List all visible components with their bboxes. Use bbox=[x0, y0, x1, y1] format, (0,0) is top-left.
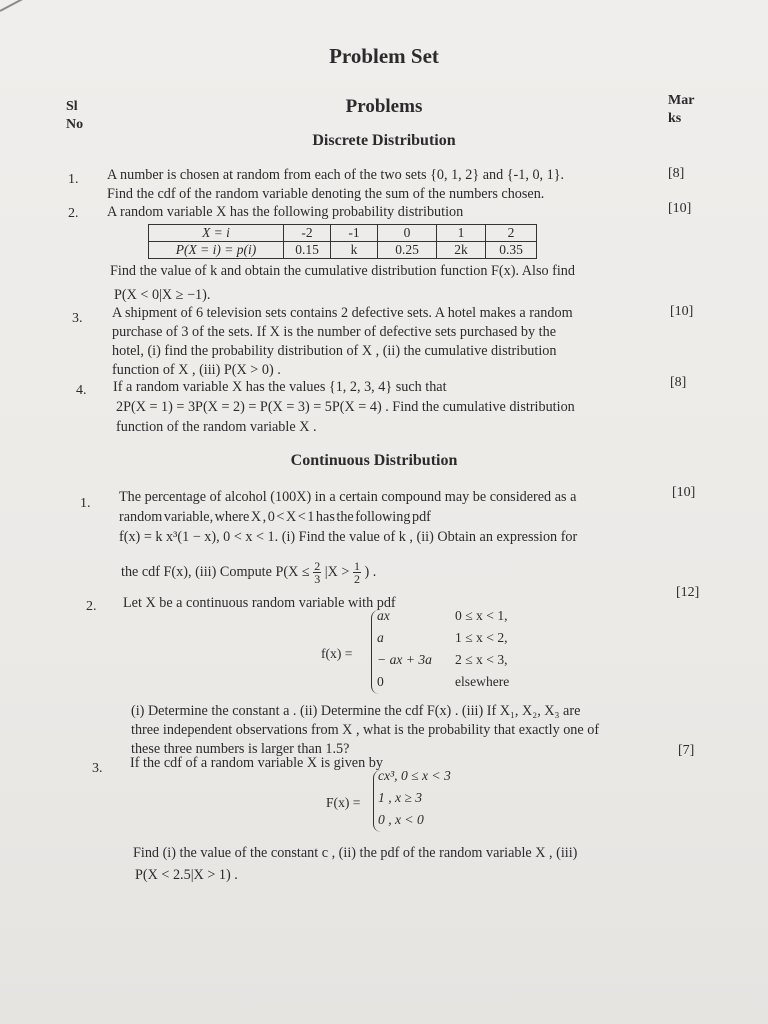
no-label: No bbox=[66, 117, 84, 132]
case-condition: 0 ≤ x < 1, bbox=[455, 608, 508, 623]
piecewise-cases bbox=[378, 765, 451, 831]
table-cell: 0.35 bbox=[486, 242, 537, 259]
case-expression: 0 bbox=[377, 674, 384, 689]
fraction-denominator: 3 bbox=[314, 572, 321, 587]
fraction-numerator: 1 bbox=[353, 559, 360, 574]
case-condition: elsewhere bbox=[455, 674, 510, 689]
text-fragment: the cdf F(x), (iii) Compute P(X ≤ bbox=[121, 564, 310, 580]
marks-value: [12] bbox=[676, 585, 700, 600]
case-expression: 1 , x ≥ 3 bbox=[378, 790, 423, 805]
text-fragment: ) . bbox=[364, 564, 377, 580]
question-text bbox=[112, 304, 573, 380]
text-line: P(X < 2.5|X > 1) . bbox=[135, 867, 238, 883]
marks-value: [10] bbox=[668, 201, 692, 216]
section-heading-continuous: Continuous Distribution bbox=[290, 452, 458, 469]
fraction bbox=[353, 560, 361, 585]
question-text bbox=[113, 377, 575, 437]
marks-label-part2: ks bbox=[668, 111, 682, 126]
marks-value: [8] bbox=[668, 166, 685, 181]
fraction bbox=[313, 560, 321, 585]
table-cell: 0.15 bbox=[284, 242, 331, 259]
question-text bbox=[131, 702, 599, 759]
text-line: (i) Determine the constant a . (ii) Determine the cdf F(x) . (iii) If X₁, X₂, X₃ are bbox=[131, 703, 581, 719]
table-row bbox=[149, 242, 537, 259]
question-text: Let X be a continuous random variable with pdf bbox=[123, 595, 396, 611]
cdf-function-label: F(x) = bbox=[326, 795, 361, 810]
table-cell: -2 bbox=[284, 225, 331, 242]
table-row bbox=[149, 225, 537, 242]
table-cell: 2k bbox=[437, 242, 486, 259]
section-heading-discrete: Discrete Distribution bbox=[312, 132, 456, 149]
question-number: 2. bbox=[86, 599, 97, 614]
column-header-marks bbox=[668, 92, 694, 128]
text-fragment: |X > bbox=[324, 564, 350, 580]
table-cell: 1 bbox=[437, 225, 486, 242]
sl-label: Sl bbox=[66, 99, 78, 114]
piecewise-cases bbox=[377, 605, 432, 693]
marks-value: [8] bbox=[670, 375, 687, 390]
fraction-denominator: 2 bbox=[353, 572, 360, 587]
piecewise-conditions bbox=[455, 605, 509, 693]
case-condition: 1 ≤ x < 2, bbox=[455, 630, 508, 645]
question-text: If the cdf of a random variable X is given by bbox=[130, 755, 383, 771]
case-expression: − ax + 3a bbox=[377, 652, 432, 667]
text-line: hotel, (i) find the probability distribution of X , (ii) the cumulative distribution bbox=[112, 343, 557, 359]
text-line: purchase of 3 of the sets. If X is the number of defective sets purchased by the bbox=[112, 324, 557, 340]
case-expression: cx³, 0 ≤ x < 3 bbox=[378, 768, 451, 783]
table-cell: 2 bbox=[486, 225, 537, 242]
text-line: A number is chosen at random from each of the two sets {0, 1, 2} and {-1, 0, 1}. bbox=[107, 167, 565, 183]
text-line: If a random variable X has the values {1, 2, 3, 4} such that bbox=[113, 379, 447, 395]
case-expression: 0 , x < 0 bbox=[378, 812, 424, 827]
text-line: function of X , (iii) P(X > 0) . bbox=[112, 362, 281, 378]
marks-value: [10] bbox=[670, 304, 694, 319]
text-line: function of the random variable X . bbox=[116, 419, 317, 435]
question-text: A random variable X has the following probability distribution bbox=[107, 204, 464, 220]
marks-label-part1: Mar bbox=[668, 93, 695, 108]
pdf-function-label: f(x) = bbox=[321, 646, 353, 661]
table-cell: k bbox=[331, 242, 378, 259]
text-line: f(x) = k x³(1 − x), 0 < x < 1. (i) Find the value of k , (ii) Obtain an expression for bbox=[119, 529, 578, 545]
table-cell: 0 bbox=[378, 225, 437, 242]
text-line: random variable, where X , 0 < X < 1 has the following pdf bbox=[119, 509, 431, 525]
page-title: Problem Set bbox=[329, 44, 439, 68]
text-line: The percentage of alcohol (100X) in a certain compound may be considered as a bbox=[119, 489, 577, 505]
question-number: 1. bbox=[68, 172, 79, 187]
question-text bbox=[119, 487, 577, 547]
question-number: 3. bbox=[72, 311, 83, 326]
marks-value: [10] bbox=[672, 485, 696, 500]
question-text-with-fraction bbox=[121, 556, 376, 588]
text-line: A shipment of 6 television sets contains 2 defective sets. A hotel makes a random bbox=[112, 305, 573, 321]
text-line: these three numbers is larger than 1.5? bbox=[131, 741, 350, 757]
question-number: 1. bbox=[80, 496, 91, 511]
paper-fold-mark bbox=[0, 0, 30, 12]
case-condition: 2 ≤ x < 3, bbox=[455, 652, 508, 667]
text-line: three independent observations from X , what is the probability that exactly one of bbox=[131, 722, 600, 738]
text-line: P(X < 0|X ≥ −1). bbox=[114, 287, 211, 303]
case-expression: a bbox=[377, 630, 384, 645]
table-cell: -1 bbox=[331, 225, 378, 242]
question-number: 2. bbox=[68, 206, 79, 221]
question-number: 4. bbox=[76, 383, 87, 398]
table-header-cell: P(X = i) = p(i) bbox=[149, 242, 284, 259]
table-cell: 0.25 bbox=[378, 242, 437, 259]
column-header-problems: Problems bbox=[345, 96, 423, 117]
text-line: 2P(X = 1) = 3P(X = 2) = P(X = 3) = 5P(X = 4) . Find the cumulative distribution bbox=[116, 399, 575, 415]
question-text bbox=[110, 259, 575, 307]
question-number: 3. bbox=[92, 761, 103, 776]
question-text bbox=[107, 166, 564, 203]
text-line: Find the value of k and obtain the cumulative distribution function F(x). Also find bbox=[110, 263, 575, 279]
table-header-cell: X = i bbox=[149, 225, 284, 242]
probability-distribution-table bbox=[148, 224, 537, 259]
text-line: Find the cdf of the random variable denoting the sum of the numbers chosen. bbox=[107, 185, 545, 202]
fraction-numerator: 2 bbox=[314, 559, 321, 574]
text-line: Find (i) the value of the constant c , (ii) the pdf of the random variable X , (iii) bbox=[133, 845, 578, 861]
question-text bbox=[133, 842, 577, 886]
case-expression: ax bbox=[377, 608, 390, 623]
marks-value: [7] bbox=[678, 743, 695, 758]
